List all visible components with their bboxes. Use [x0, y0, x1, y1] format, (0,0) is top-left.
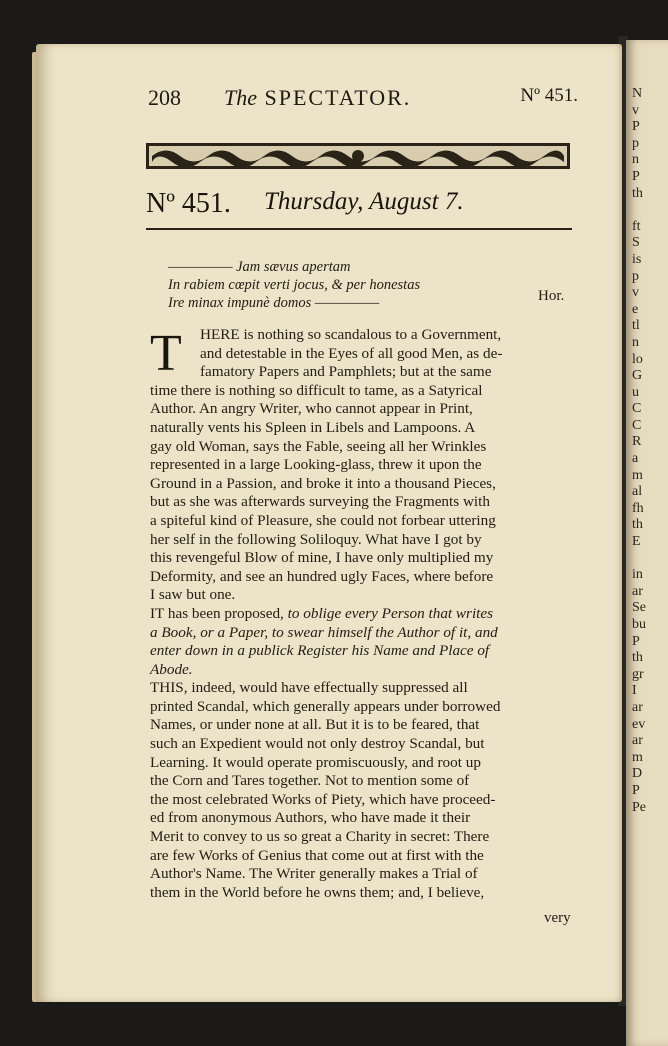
- facing-page-fragment: R: [632, 434, 642, 450]
- text-line: her self in the following Soliloquy. What have I got by: [150, 530, 482, 548]
- facing-page-fragment: [626, 551, 668, 568]
- facing-page-fragment: I: [632, 683, 637, 699]
- facing-page-fragment: fh: [632, 500, 644, 516]
- para2-italic: to oblige every Person that writes: [287, 604, 494, 622]
- facing-page-fragment: P: [632, 119, 640, 135]
- facing-page-fragment: gr: [632, 666, 644, 682]
- text-line: [150, 605, 580, 624]
- drop-cap: T: [150, 325, 182, 382]
- text-line: naturally vents his Spleen in Libels and Lampoons. A: [150, 418, 476, 436]
- printers-ornament: [146, 141, 570, 171]
- facing-page-fragment: N: [632, 86, 643, 101]
- text-line: this revengeful Blow of mine, I have only multiplied my: [150, 549, 494, 567]
- text-line: a Book, or a Paper, to swear himself the Author of it, and: [150, 623, 498, 641]
- text-line: gay old Woman, says the Fable, seeing all her Wrinkles: [150, 437, 487, 455]
- facing-page-fragment: th: [632, 517, 643, 533]
- facing-page-fragment: P: [632, 168, 640, 184]
- facing-page-fragment: m: [632, 749, 643, 765]
- header-issue-number: Nº 451.: [520, 85, 578, 106]
- facing-page-fragment: ft: [632, 218, 641, 234]
- facing-page-fragment: in: [632, 567, 643, 583]
- text-line: are few Works of Genius that come out at first with the: [150, 846, 484, 864]
- text-line: THIS, indeed, would have effectually suppressed all: [150, 679, 468, 697]
- facing-page-fragment: th: [632, 650, 643, 666]
- facing-page-fragment: ar: [632, 583, 643, 599]
- facing-page-fragment: is: [632, 251, 642, 267]
- facing-page-fragment: n: [632, 334, 639, 350]
- paragraph-3: [150, 679, 580, 902]
- text-line: printed Scandal, which generally appears under borrowed: [150, 697, 501, 715]
- text-line: Learning. It would operate promiscuously, and root up: [150, 753, 481, 771]
- issue-date: Thursday, August 7.: [264, 188, 464, 215]
- issue-heading: [146, 188, 576, 228]
- facing-page-fragment: n: [632, 152, 639, 168]
- motto-attribution: Hor.: [538, 288, 565, 304]
- facing-page-fragment: D: [632, 766, 643, 782]
- facing-page-fragment: bu: [632, 617, 646, 632]
- text-line: the Corn and Tares together. Not to mention some of: [150, 772, 470, 790]
- text-line: Names, or under none at all. But it is to be feared, that: [150, 716, 480, 734]
- paragraph-1: [150, 326, 580, 605]
- facing-page-fragment: p: [632, 268, 639, 284]
- facing-page-edge: [626, 40, 668, 1046]
- facing-page-fragment: tl: [632, 318, 640, 334]
- facing-page-fragment: v: [632, 285, 639, 301]
- text-line: them in the World before he owns them; and, I believe,: [150, 883, 485, 901]
- running-title-the: The: [224, 85, 257, 110]
- motto-line: ————— Jam sævus apertam: [168, 259, 351, 275]
- facing-page-fragment: m: [632, 467, 643, 483]
- facing-page-fragment: P: [632, 633, 640, 649]
- catchword: very: [544, 910, 571, 926]
- facing-page-fragment: [626, 202, 668, 219]
- text-line: Abode.: [150, 660, 193, 678]
- facing-page-fragment: Se: [632, 600, 646, 616]
- facing-page-fragment: S: [632, 235, 640, 251]
- running-title-main: SPECTATOR.: [264, 85, 412, 110]
- text-line: represented in a large Looking-glass, threw it upon the: [150, 456, 482, 474]
- text-line: Deformity, and see an hundred ugly Faces, where before: [150, 567, 494, 585]
- text-line: such an Expedient would not only destroy Scandal, but: [150, 735, 485, 753]
- text-line: the most celebrated Works of Piety, which have proceed-: [150, 790, 496, 808]
- text-line: and detestable in the Eyes of all good Men, as de-: [200, 344, 503, 362]
- facing-page-fragment: lo: [632, 351, 643, 367]
- para2-lead: IT has been proposed,: [150, 604, 288, 622]
- facing-page-fragment: e: [632, 301, 639, 317]
- facing-page-fragment: ev: [632, 716, 646, 732]
- facing-page-fragment: G: [632, 368, 643, 384]
- latin-motto: [168, 258, 578, 312]
- issue-number: Nº 451.: [146, 188, 231, 219]
- facing-page-fragment: C: [632, 401, 642, 417]
- text-line: ed from anonymous Authors, who have made it their: [150, 809, 471, 827]
- text-line: Author's Name. The Writer generally makes a Trial of: [150, 865, 478, 883]
- facing-page-fragment: th: [632, 185, 643, 201]
- heading-rule: [146, 228, 572, 230]
- motto-line: In rabiem cœpit verti jocus, & per honestas: [168, 277, 421, 293]
- paragraph-2: [150, 605, 580, 679]
- motto-line: Ire minax impunè domos —————: [168, 295, 380, 311]
- text-line: Merit to convey to us so great a Charity in secret: There: [150, 828, 490, 846]
- facing-page-fragment: P: [632, 782, 640, 798]
- essay-body: [150, 326, 580, 902]
- facing-page-fragment: E: [632, 534, 641, 550]
- text-line: Ground in a Passion, and broke it into a thousand Pieces,: [150, 474, 496, 492]
- text-line: Author. An angry Writer, who cannot appear in Print,: [150, 400, 473, 418]
- facing-page-fragment: p: [632, 135, 639, 151]
- facing-page-fragment: ar: [632, 733, 643, 749]
- facing-page-fragment: Pe: [632, 799, 646, 815]
- page-header: [148, 85, 578, 115]
- facing-page-fragment: u: [632, 384, 639, 400]
- text-line: but as she was afterwards surveying the Fragments with: [150, 493, 490, 511]
- facing-page-fragment: C: [632, 417, 642, 433]
- text-line: a spiteful kind of Pleasure, she could not forbear uttering: [150, 511, 496, 529]
- facing-page-fragment: al: [632, 484, 643, 500]
- text-line: time there is nothing so difficult to tame, as a Satyrical: [150, 381, 483, 399]
- text-line: famatory Papers and Pamphlets; but at the same: [200, 363, 492, 381]
- page-number: 208: [148, 85, 181, 110]
- facing-page-fragment: v: [632, 102, 639, 118]
- text-line: HERE is nothing so scandalous to a Government,: [200, 326, 502, 343]
- facing-page-fragment: ar: [632, 699, 643, 715]
- running-title: [224, 85, 411, 111]
- facing-page-fragment: a: [632, 451, 639, 467]
- text-line: enter down in a publick Register his Name and Place of: [150, 642, 490, 660]
- text-line: I saw but one.: [150, 586, 236, 604]
